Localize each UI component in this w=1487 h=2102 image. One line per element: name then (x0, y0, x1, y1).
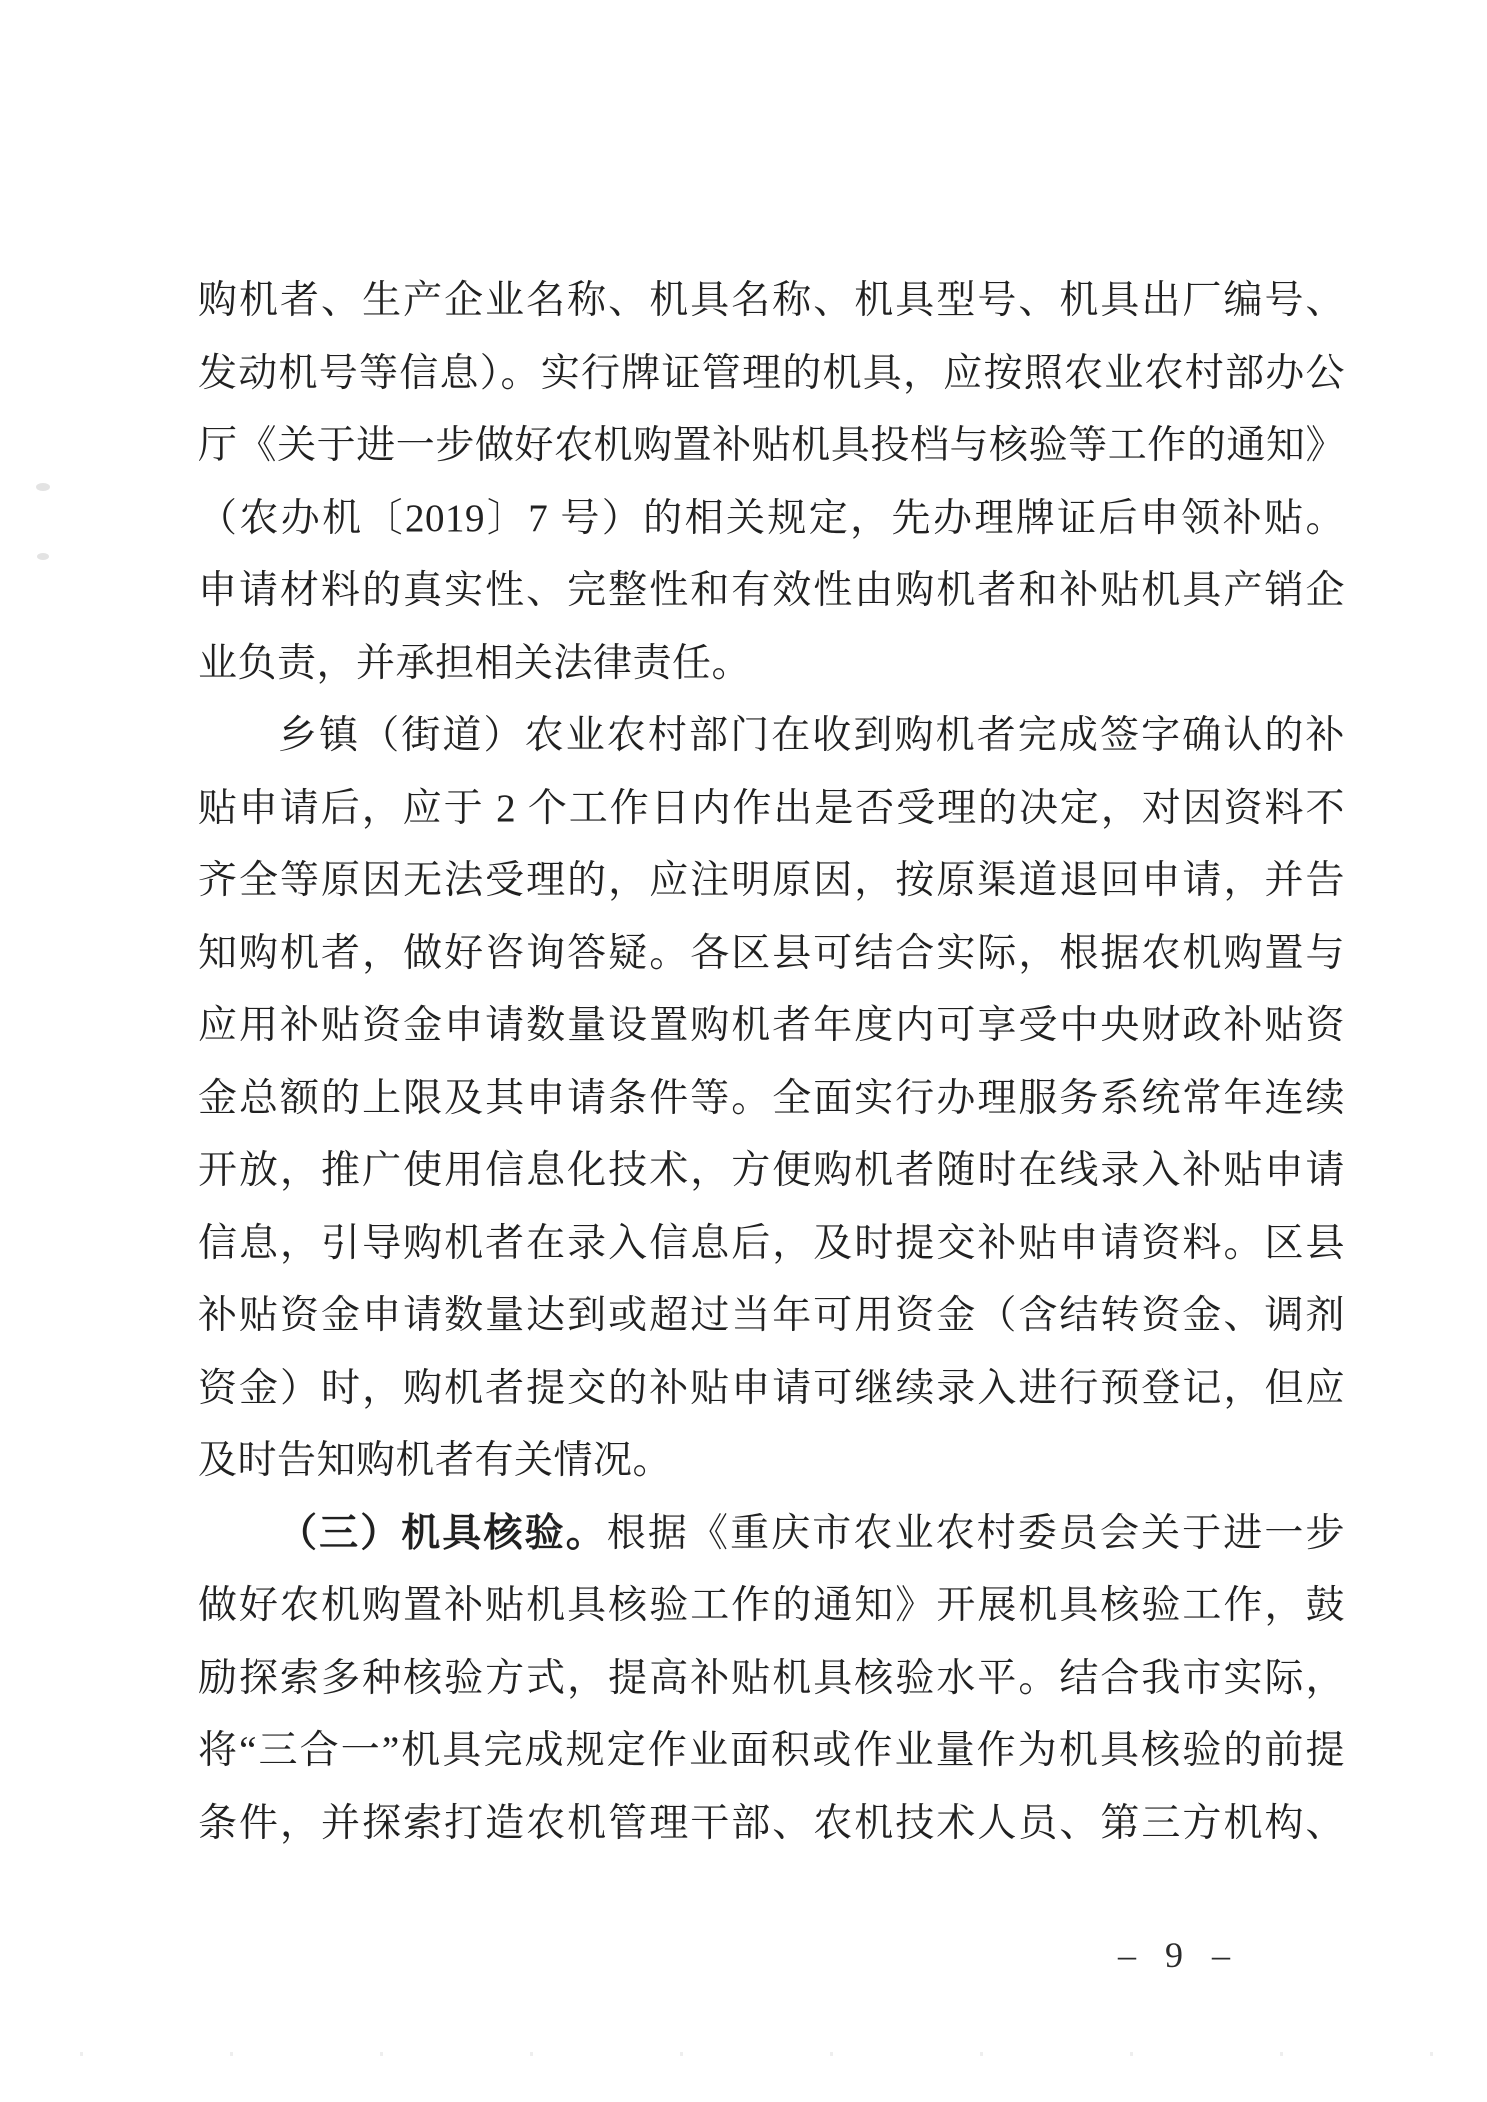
document-line: 做好农机购置补贴机具核验工作的通知》开展机具核验工作，鼓 (198, 1584, 1345, 1627)
document-line: 应用补贴资金申请数量设置购机者年度内可享受中央财政补贴资 (198, 1004, 1345, 1047)
document-line-paragraph-end: 及时告知购机者有关情况。 (198, 1439, 673, 1482)
document-line: 知购机者，做好咨询答疑。各区县可结合实际，根据农机购置与 (198, 931, 1345, 975)
document-line: 将“三合一”机具完成规定作业面积或作业量作为机具核验的前提 (198, 1729, 1345, 1772)
section-heading-label: （三）机具核验。 (278, 1511, 607, 1555)
document-line: 贴申请后，应于 2 个工作日内作出是否受理的决定，对因资料不 (198, 786, 1345, 830)
document-body (198, 265, 1345, 1860)
scan-noise-line (0, 2052, 1487, 2056)
document-line: 购机者、生产企业名称、机具名称、机具型号、机具出厂编号、 (198, 279, 1345, 322)
document-line-section-heading (198, 1498, 1345, 1571)
document-line: 条件，并探索打造农机管理干部、农机技术人员、第三方机构、 (198, 1801, 1345, 1845)
page-number: – 9 – (1118, 1935, 1234, 1975)
document-line: 发动机号等信息）。实行牌证管理的机具，应按照农业农村部办公 (198, 351, 1345, 395)
document-line: 开放，推广使用信息化技术，方便购机者随时在线录入补贴申请 (198, 1149, 1345, 1192)
document-line: 厅《关于进一步做好农机购置补贴机具投档与核验等工作的通知》 (198, 424, 1345, 467)
document-line: 励探索多种核验方式，提高补贴机具核验水平。结合我市实际， (198, 1656, 1345, 1700)
scan-speck (36, 483, 50, 491)
scan-speck (37, 553, 49, 560)
document-line: 信息，引导购机者在录入信息后，及时提交补贴申请资料。区县 (198, 1221, 1345, 1265)
document-line-paragraph-start: 乡镇（街道）农业农村部门在收到购机者完成签字确认的补 (278, 714, 1345, 757)
document-line: 申请材料的真实性、完整性和有效性由购机者和补贴机具产销企 (198, 569, 1345, 612)
section-body-text: 根据《重庆市农业农村委员会关于进一步 (606, 1511, 1345, 1555)
document-line: （农办机〔2019〕7 号）的相关规定，先办理牌证后申领补贴。 (198, 496, 1345, 540)
document-line-paragraph-end: 业负责，并承担相关法律责任。 (198, 641, 752, 685)
document-line: 补贴资金申请数量达到或超过当年可用资金（含结转资金、调剂 (198, 1294, 1345, 1337)
document-line: 齐全等原因无法受理的，应注明原因，按原渠道退回申请，并告 (198, 859, 1345, 902)
document-line: 资金）时，购机者提交的补贴申请可继续录入进行预登记，但应 (198, 1366, 1345, 1410)
document-line: 金总额的上限及其申请条件等。全面实行办理服务系统常年连续 (198, 1076, 1345, 1120)
